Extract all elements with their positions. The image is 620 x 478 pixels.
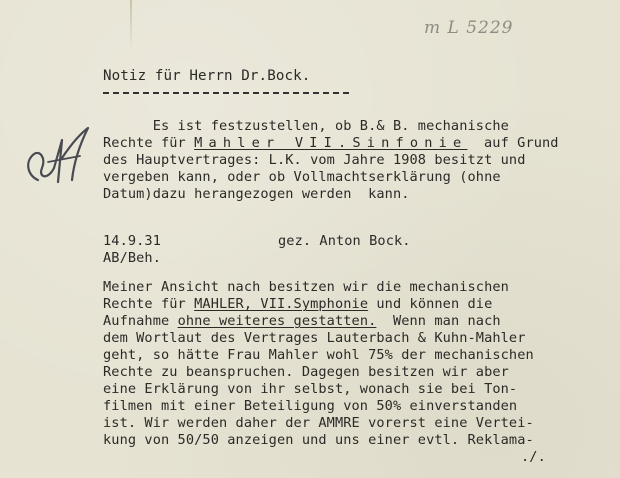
notice-date: 14.9.31 — [103, 233, 161, 249]
notice-line-suffix: auf Grund — [467, 135, 559, 151]
notice-signature: gez. Anton Bock. — [278, 233, 411, 249]
continuation-mark: ./. — [521, 449, 546, 465]
typist-initials: AB/Beh. — [103, 250, 161, 266]
reply-underlined-phrase: ohne weiteres gestatten. — [177, 313, 377, 329]
reply-line: eine Erklärung von ihr selbst, wonach sie bei Ton- — [103, 381, 518, 397]
archive-reference: m L 5229 — [424, 18, 514, 38]
notice-line: Es ist festzustellen, ob B.& B. mechanische — [103, 118, 509, 134]
paper-crease — [130, 0, 132, 52]
notice-work-title: Mahler VII.Sinfonie — [194, 135, 468, 151]
reply-line: ist. Wir werden daher der AMMRE vorerst eine Vertei- — [103, 415, 534, 431]
reply-line: Meiner Ansicht nach besitzen wir die mechanischen — [103, 279, 509, 295]
reply-work-title: MAHLER, VII.Symphonie — [194, 296, 369, 312]
reply-line-end: Wenn man nach — [376, 313, 501, 329]
handwritten-initials-icon — [18, 118, 104, 196]
reply-line-suffix: und können die — [368, 296, 493, 312]
notice-line-prefix: Rechte für — [103, 135, 195, 151]
reply-line: geht, so hätte Frau Mahler wohl 75% der mechanischen — [103, 347, 534, 363]
reply-line-permission — [103, 313, 501, 330]
notice-line: vergeben kann, oder ob Vollmachtserklärung (ohne — [103, 169, 501, 185]
reply-line: Rechte zu beanspruchen. Dagegen besitzen wir aber — [103, 364, 509, 380]
notice-line: Datum)dazu herangezogen werden kann. — [103, 186, 410, 202]
reply-line: kung von 50/50 anzeigen und uns einer evtl. Reklama- — [103, 432, 534, 448]
reply-line-work — [103, 296, 492, 313]
heading-underline — [103, 92, 349, 94]
reply-line: dem Wortlaut des Vertrages Lauterbach & Kuhn-Mahler — [103, 330, 526, 346]
reply-line-start: Aufnahme — [103, 313, 178, 329]
notice-line-work — [103, 135, 559, 152]
notice-heading: Notiz für Herrn Dr.Bock. — [103, 68, 311, 84]
reply-line-prefix: Rechte für — [103, 296, 195, 312]
notice-line: des Hauptvertrages: L.K. vom Jahre 1908 besitzt und — [103, 152, 526, 168]
reply-line: filmen mit einer Beteiligung von 50% einverstanden — [103, 398, 518, 414]
